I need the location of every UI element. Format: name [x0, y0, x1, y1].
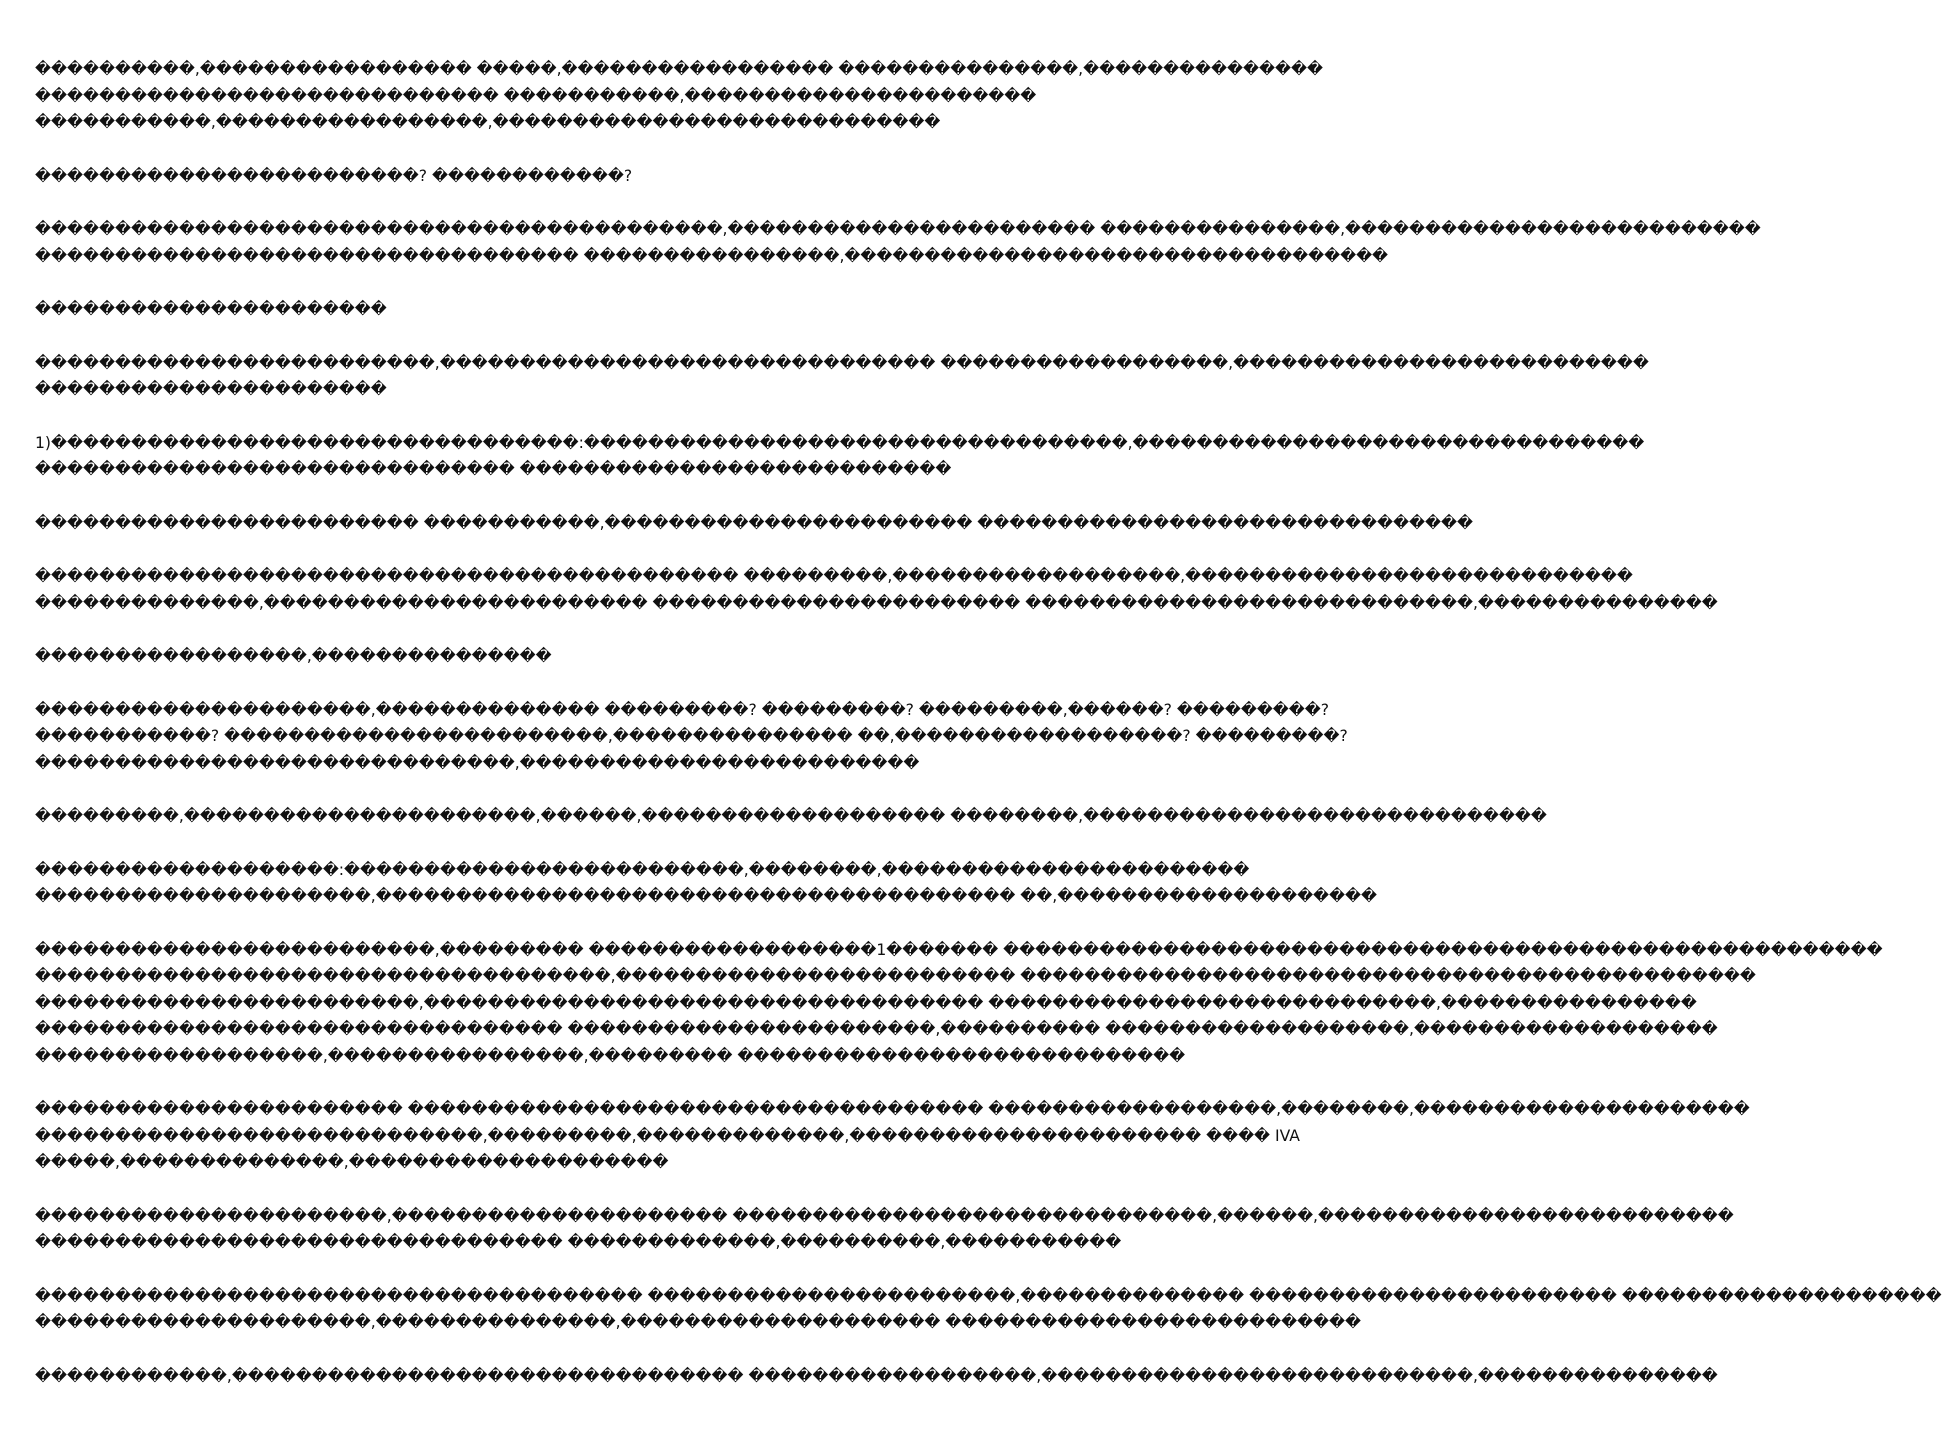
text-line: �������������������������,������������������������������� ������������������,�������������������������� [35, 353, 1649, 372]
paragraph [35, 56, 1323, 136]
text-line: �����������������,��������������� [35, 647, 552, 665]
text-line: ���������������������,�������������� ���������? ���������? ���������,������? ���������? [35, 700, 1330, 719]
text-line: �������������������������������������������� ���������,������������������,���������������������������� [35, 567, 1633, 585]
text-line: ��������������������������������� �������������,����������,����������� [35, 1233, 1122, 1251]
paragraph [35, 1363, 1718, 1390]
paragraph [35, 697, 1348, 777]
text-line: �������������������:�������������������������,��������,����������������������� [35, 860, 1250, 879]
paragraph [35, 1283, 1942, 1336]
text-line: ������������������,����������������,��������� ���������������������������� [35, 1046, 1186, 1065]
paragraph [35, 857, 1378, 910]
text-line: ������������������������������������,������������������������� ���������������������������������������������� [35, 967, 1756, 985]
text-line: ������������������������? ������������? [35, 166, 633, 185]
text-line: ��������������������������������� �����������������������,���������� �������������������,������������������� [35, 1020, 1718, 1038]
text-line: ������������������������,����������������������������������� ����������������������������,���������������� [35, 993, 1697, 1012]
document-body [35, 56, 1942, 1416]
text-line: �������������������������������������������,����������������������� ���������������,�������������������������� [35, 220, 1761, 238]
paragraph [35, 937, 1883, 1070]
text-line: ������������������������ �����������,����������������������� ������������������������������� [35, 513, 1473, 532]
text-line: ������������������������������ ��������������������������� [35, 460, 952, 478]
text-line: ���������������������� [35, 300, 387, 318]
paragraph [35, 296, 995, 323]
text-line: �����������? ������������������������,��������������� ��,������������������? ���������? [35, 727, 1348, 745]
text-line: ���������������������� [35, 380, 387, 398]
text-line: 1)���������������������������������:����������������������������������,�������������������������������� [35, 433, 1645, 452]
text-line: �����,��������������,�������������������� [35, 1153, 669, 1171]
text-line: �����������,�����������������,���������������������������� [35, 113, 941, 131]
text-line: ��������������,������������������������ ����������������������� ����������������������������,��������������� [35, 593, 1718, 612]
paragraph [35, 563, 1718, 616]
text-line: ����������,����������������� �����,����������������� ���������������,��������������� [35, 60, 1323, 78]
text-line: ����������������������� ������������������������������������ ������������������,��������,��������������������� [35, 1100, 1750, 1118]
paragraph [35, 350, 1649, 403]
paragraph [35, 510, 1473, 537]
text-line: ���������,����������������������,������,������������������� ��������,����������������������������� [35, 807, 1547, 825]
paragraph [35, 803, 1547, 830]
paragraph [35, 1203, 1734, 1256]
text-line: ���������������������,���������������,�������������������� �������������������������� [35, 1313, 1362, 1331]
text-line: ����������������������������,���������,�������������,���������������������� ���� IVA [35, 1126, 1300, 1145]
paragraph [35, 1096, 1750, 1176]
text-line: ���������������������������������� ����������������,���������������������������������� [35, 246, 1389, 265]
paragraph [35, 216, 1761, 269]
text-line: ����������������������,��������������������� ������������������������������,������,�������������������������� [35, 1206, 1734, 1225]
paragraph [35, 430, 1645, 483]
text-line: �������������������������������������� �����������������������,�������������� ����������������������� �������������������� [35, 1286, 1942, 1305]
text-line: ������������,�������������������������������� ������������������,���������������������������,��������������� [35, 1366, 1718, 1385]
text-line: ����������������������������� �����������,���������������������� [35, 86, 1037, 105]
text-line: ���������������������,���������������������������������������� ��,�������������������� [35, 887, 1378, 905]
text-line: ������������������������������,������������������������� [35, 753, 920, 772]
text-line: �������������������������,��������� ������������������1������� ������������������������������������������������������� [35, 940, 1883, 959]
paragraph [35, 163, 995, 190]
paragraph [35, 643, 995, 670]
